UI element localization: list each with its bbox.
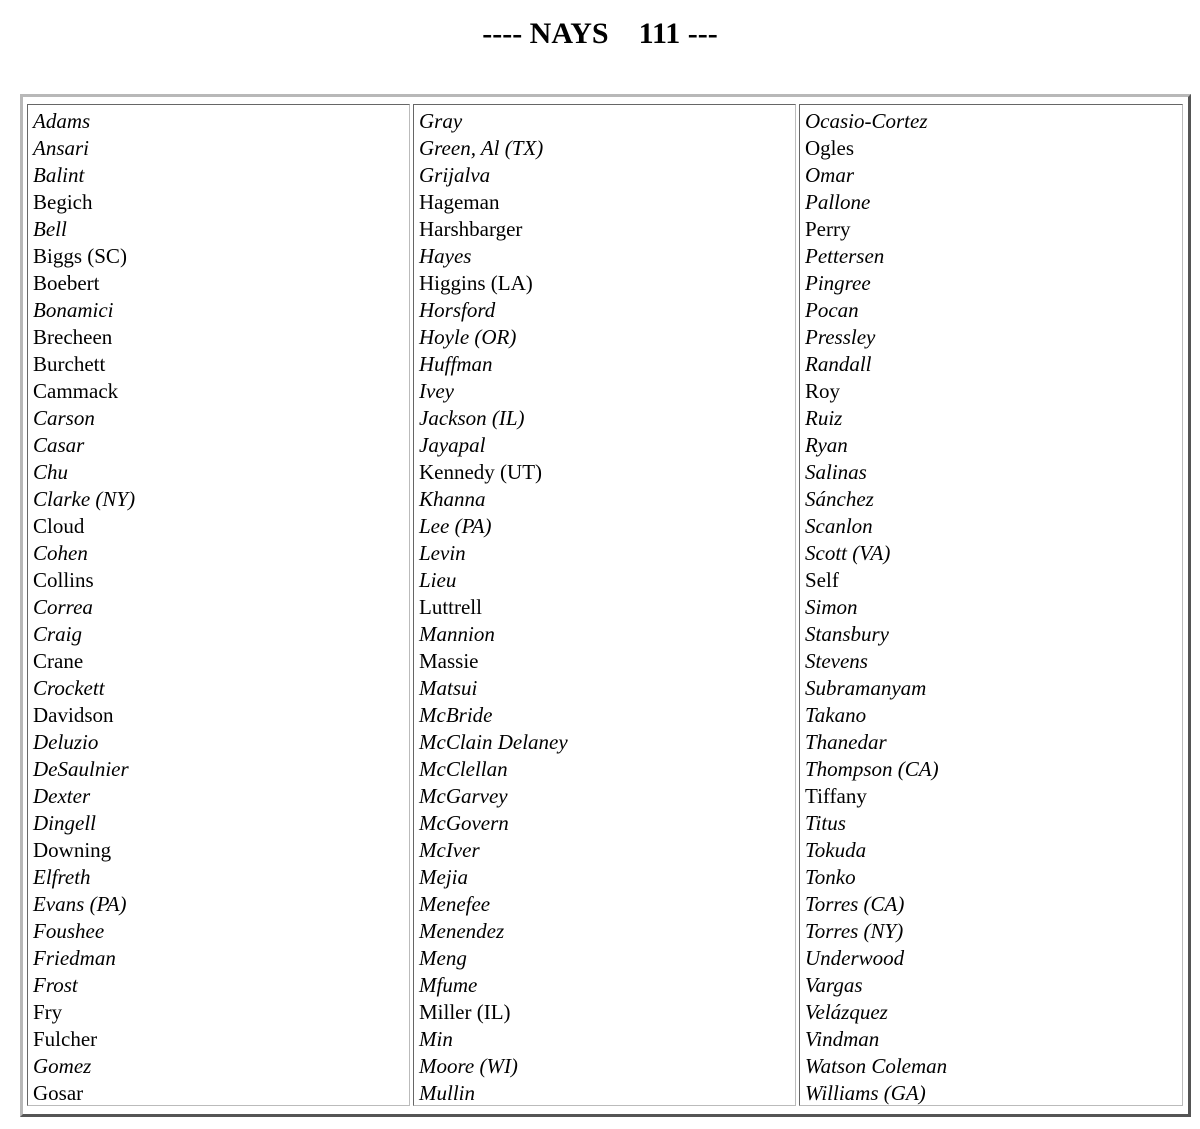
page-title: ---- NAYS 111 --- [482,17,718,50]
member-name: Crockett [33,676,105,700]
member-name: Ocasio-Cortez [805,109,928,133]
member-name: Cammack [33,379,119,403]
member-name: Pressley [805,325,876,349]
member-name: Omar [805,163,855,187]
member-name: Casar [33,433,85,457]
member-name: McBride [419,703,493,727]
member-name: Pingree [805,271,871,295]
member-name: Collins [33,568,94,592]
nays-table [20,94,1191,1117]
member-name: Balint [33,163,85,187]
member-name: Davidson [33,703,114,727]
member-name: Mfume [419,973,478,997]
member-name: McClain Delaney [419,730,568,754]
member-name: Correa [33,595,93,619]
member-name: Bonamici [33,298,114,322]
member-name: Torres (NY) [805,919,904,943]
member-name: Biggs (SC) [33,244,127,268]
member-name: Thanedar [805,730,887,754]
member-name: Velázquez [805,1000,888,1024]
member-name: Randall [805,352,872,376]
names-column-1 [27,104,410,1106]
member-name: Meng [419,946,467,970]
member-name: Harshbarger [419,217,523,241]
member-name: Mejia [419,865,468,889]
member-name: Matsui [419,676,478,700]
member-name: Tiffany [805,784,867,808]
member-name: Mullin [419,1081,475,1105]
names-list-1 [28,105,409,1107]
member-name: Stansbury [805,622,889,646]
member-name: Dingell [33,811,96,835]
member-name: Begich [33,190,93,214]
names-list-2 [414,105,795,1107]
member-name: Hageman [419,190,500,214]
names-column-3 [799,104,1183,1106]
member-name: Foushee [33,919,105,943]
member-name: Evans (PA) [33,892,127,916]
member-name: Vindman [805,1027,880,1051]
member-name: Khanna [419,487,486,511]
member-name: Clarke (NY) [33,487,136,511]
member-name: Downing [33,838,112,862]
member-name: Min [419,1027,453,1051]
member-name: Huffman [419,352,493,376]
member-name: Adams [33,109,91,133]
member-name: Lee (PA) [419,514,492,538]
member-name: Bell [33,217,67,241]
member-name: Moore (WI) [419,1054,518,1078]
member-name: Self [805,568,839,592]
member-name: Crane [33,649,84,673]
member-name: Horsford [419,298,496,322]
member-name: Pocan [805,298,859,322]
member-name: Menefee [419,892,491,916]
member-name: Carson [33,406,95,430]
member-name: Gray [419,109,463,133]
names-column-2 [413,104,796,1106]
member-name: McClellan [419,757,508,781]
member-name: Scanlon [805,514,873,538]
member-name: Levin [419,541,466,565]
member-name: Fry [33,1000,63,1024]
member-name: McGovern [419,811,509,835]
member-name: Frost [33,973,78,997]
member-name: Watson Coleman [805,1054,948,1078]
member-name: McIver [419,838,480,862]
member-name: Sánchez [805,487,874,511]
member-name: Friedman [33,946,116,970]
member-name: Grijalva [419,163,491,187]
member-name: Torres (CA) [805,892,905,916]
member-name: Fulcher [33,1027,98,1051]
member-name: Elfreth [33,865,91,889]
member-name: Cloud [33,514,85,538]
member-name: Mannion [419,622,495,646]
member-name: Kennedy (UT) [419,460,543,484]
member-name: Subramanyam [805,676,927,700]
member-name: Salinas [805,460,867,484]
member-name: Menendez [419,919,505,943]
member-name: Tokuda [805,838,867,862]
member-name: Higgins (LA) [419,271,533,295]
member-name: Pettersen [805,244,885,268]
member-name: Ryan [805,433,848,457]
member-name: Lieu [419,568,457,592]
names-list-3 [800,105,1182,1107]
member-name: Titus [805,811,846,835]
member-name: Luttrell [419,595,482,619]
member-name: Burchett [33,352,106,376]
member-name: Jayapal [419,433,486,457]
member-name: Miller (IL) [419,1000,511,1024]
member-name: Roy [805,379,841,403]
member-name: Chu [33,460,69,484]
member-name: Vargas [805,973,863,997]
member-name: Ruiz [805,406,843,430]
member-name: Gosar [33,1081,84,1105]
member-name: Brecheen [33,325,113,349]
member-name: Ansari [33,136,90,160]
member-name: Jackson (IL) [419,406,525,430]
member-name: Craig [33,622,83,646]
member-name: Underwood [805,946,905,970]
member-name: Tonko [805,865,856,889]
member-name: Ivey [419,379,454,403]
member-name: Boebert [33,271,100,295]
member-name: Scott (VA) [805,541,891,565]
member-name: Hoyle (OR) [419,325,517,349]
member-name: Takano [805,703,867,727]
member-name: Pallone [805,190,871,214]
member-name: Simon [805,595,858,619]
member-name: Ogles [805,136,854,160]
member-name: McGarvey [419,784,508,808]
member-name: Williams (GA) [805,1081,926,1105]
member-name: Deluzio [33,730,99,754]
member-name: Perry [805,217,851,241]
member-name: Hayes [419,244,472,268]
member-name: Massie [419,649,479,673]
member-name: Cohen [33,541,88,565]
member-name: DeSaulnier [33,757,129,781]
member-name: Thompson (CA) [805,757,939,781]
member-name: Dexter [33,784,91,808]
member-name: Gomez [33,1054,92,1078]
member-name: Stevens [805,649,868,673]
member-name: Green, Al (TX) [419,136,544,160]
